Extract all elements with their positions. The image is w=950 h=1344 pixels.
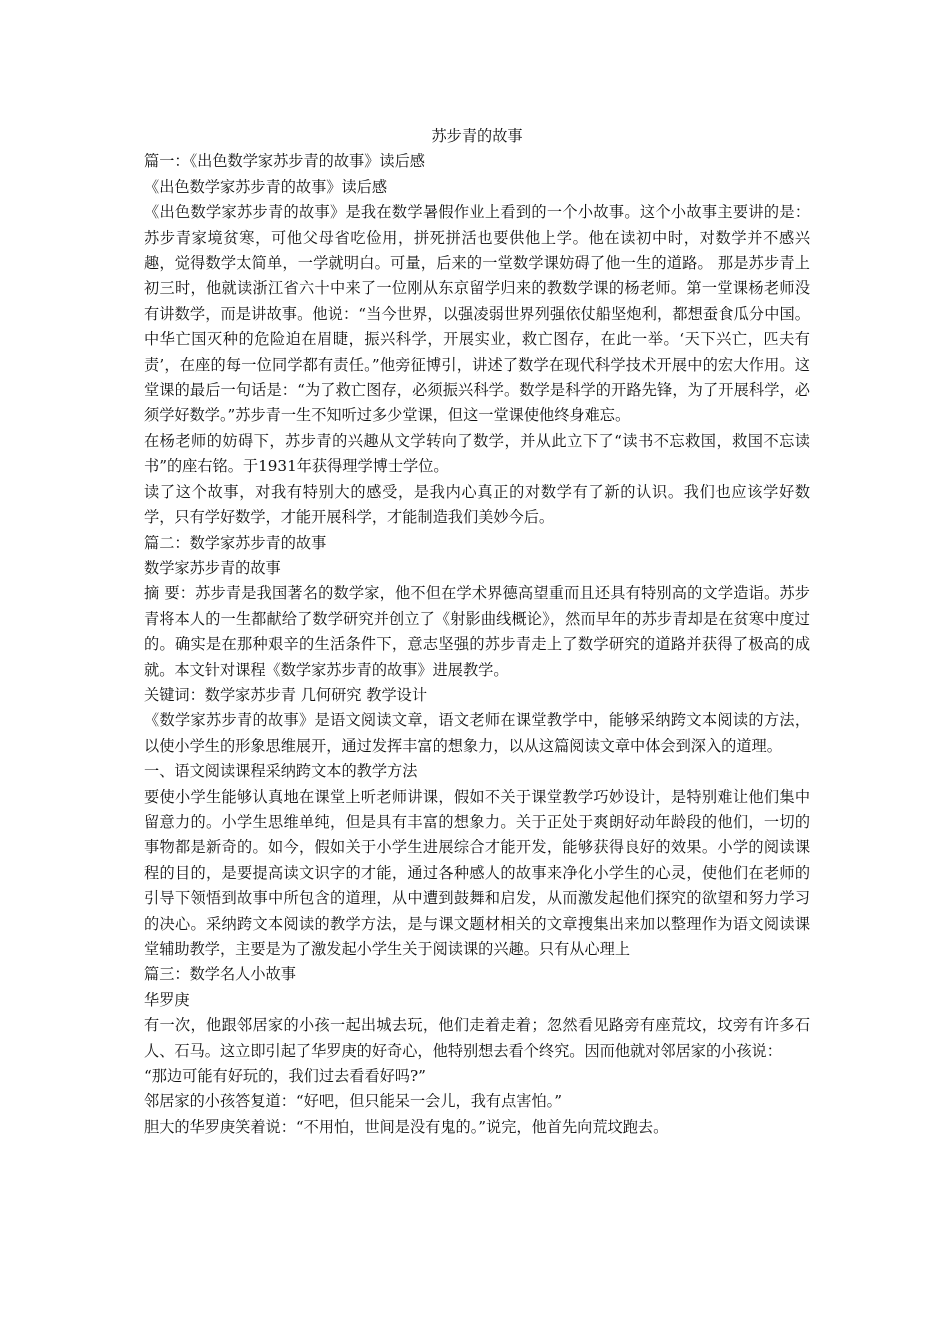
body-paragraph: 在杨老师的妨碍下，苏步青的兴趣从文学转向了数学，并从此立下了“读书不忘救国，救国不忘读书”的座右铭。于1931年获得理学博士学位。 (144, 431, 810, 476)
subheading: 华罗庚 (144, 990, 190, 1009)
body-paragraph: 《出色数学家苏步青的故事》是我在数学暑假作业上看到的一个小故事。这个小故事主要讲的是：苏步青家境贫寒，可他父母省吃俭用，拼死拼活也要供他上学。他在读初中时，对数学并不感兴趣，觉得数学太简单，一学就明白。可量，后来的一堂数学课妨碍了他一生的道路。 那是苏步青上初三时，他就读浙江省六十中来了一位刚从东京留学归来的教数学课的杨老师。第一堂课杨老师没有讲数学，而是讲故事。他说：“当今世界，以强凌弱世界列强依仗船坚炮利，都想蚕食瓜分中国。中华亡国灭种的危险迫在眉睫，振兴科学，开展实业，救亡图存，在此一举。‘天下兴亡，匹夫有责’，在座的每一位同学都有责任。”他旁征博引，讲述了数学在现代科学技术开展中的宏大作用。这堂课的最后一句话是：“为了救亡图存，必须振兴科学。数学是科学的开路先锋，为了开展科学，必须学好数学。”苏步青一生不知听过多少堂课，但这一堂课使他终身难忘。 (144, 203, 810, 425)
body-paragraph: 读了这个故事，对我有特别大的感受，是我内心真正的对数学有了新的认识。我们也应该学好数学，只有学好数学，才能开展科学，才能制造我们美妙今后。 (144, 482, 810, 527)
subheading: 《出色数学家苏步青的故事》读后感 (144, 177, 387, 196)
document-title: 苏步青的故事 (431, 127, 523, 145)
heading-part-2: 篇二：数学家苏步青的故事 (144, 533, 327, 552)
body-paragraph: 《数学家苏步青的故事》是语文阅读文章，语文老师在课堂教学中，能够采纳跨文本阅读的方法，以使小学生的形象思维展开，通过发挥丰富的想象力，以从这篇阅读文章中体会到深入的道理。 (144, 711, 810, 755)
heading-part-3: 篇三：数学名人小故事 (144, 965, 296, 984)
abstract-paragraph: 摘 要：苏步青是我国著名的数学家，他不但在学术界德高望重而且还具有特别高的文学造诣。苏步青将本人的一生都献给了数学研究并创立了《射影曲线概论》，然而早年的苏步青却是在贫寒中度过的。确实是在那种艰辛的生活条件下，意志坚强的苏步青走上了数学研究的道路并获得了极高的成就。本文针对课程《数学家苏步青的故事》进展教学。 (144, 584, 810, 679)
dialogue-line: 胆大的华罗庚笑着说：“不用怕，世间是没有鬼的。”说完，他首先向荒坟跑去。 (144, 1117, 669, 1136)
subheading: 数学家苏步青的故事 (144, 558, 281, 577)
document-page (144, 124, 810, 1140)
dialogue-line: “那边可能有好玩的，我们过去看看好吗?” (144, 1067, 426, 1086)
body-paragraph: 要使小学生能够认真地在课堂上听老师讲课，假如不关于课堂教学巧妙设计，是特别难让他们集中留意力的。小学生思维单纯，但是具有丰富的想象力。关于正处于爽朗好动年龄段的他们，一切的事物都是新奇的。如今，假如关于小学生进展综合才能开发，能够获得良好的效果。小学的阅读课程的目的，是要提高读文识字的才能，通过各种感人的故事来净化小学生的心灵，使他们在老师的引导下领悟到故事中所包含的道理，从中遭到鼓舞和启发，从而激发起他们探究的欲望和努力学习的决心。采纳跨文本阅读的教学方法，是与课文题材相关的文章搜集出来加以整理作为语文阅读课堂辅助教学，主要是为了激发起小学生关于阅读课的兴趣。只有从心理上 (144, 787, 810, 958)
keywords-line: 关键词：数学家苏步青 几何研究 教学设计 (144, 685, 428, 704)
section-heading: 一、语文阅读课程采纳跨文本的教学方法 (144, 762, 418, 781)
dialogue-line: 邻居家的小孩答复道：“好吧，但只能呆一会儿，我有点害怕。” (144, 1092, 562, 1111)
heading-part-1: 篇一：《出色数学家苏步青的故事》读后感 (144, 152, 425, 171)
body-paragraph: 有一次，他跟邻居家的小孩一起出城去玩，他们走着走着；忽然看见路旁有座荒坟，坟旁有许多石人、石马。这立即引起了华罗庚的好奇心，他特别想去看个终究。因而他就对邻居家的小孩说： (144, 1016, 810, 1060)
